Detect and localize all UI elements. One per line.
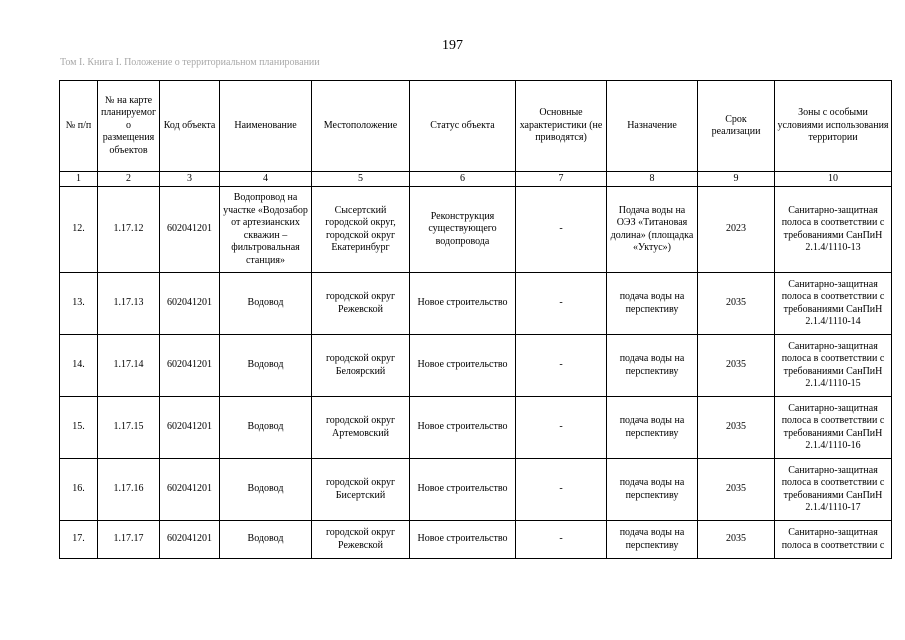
column-number: 8 — [607, 172, 698, 187]
special-zones: Санитарно-защитная полоса в соответствии с требованиями СанПиН 2.1.4/1110-15 — [775, 335, 892, 397]
object-status: Новое строительство — [410, 521, 516, 559]
special-zones: Санитарно-защитная полоса в соответствии с требованиями СанПиН 2.1.4/1110-13 — [775, 187, 892, 273]
object-code: 602041201 — [160, 521, 220, 559]
map-number: 1.17.14 — [98, 335, 160, 397]
object-status: Новое строительство — [410, 335, 516, 397]
column-number: 2 — [98, 172, 160, 187]
object-characteristics: - — [516, 273, 607, 335]
column-number-row — [60, 172, 892, 187]
column-number: 6 — [410, 172, 516, 187]
row-number: 15. — [60, 397, 98, 459]
implementation-term: 2035 — [698, 335, 775, 397]
table-row — [60, 459, 892, 521]
object-purpose: подача воды на перспективу — [607, 273, 698, 335]
object-characteristics: - — [516, 397, 607, 459]
object-purpose: подача воды на перспективу — [607, 459, 698, 521]
header-characteristics: Основные характеристики (не приводятся) — [516, 81, 607, 172]
page-number: 197 — [442, 38, 463, 53]
header-term: Срок реализации — [698, 81, 775, 172]
implementation-term: 2023 — [698, 187, 775, 273]
row-number: 16. — [60, 459, 98, 521]
table-row — [60, 187, 892, 273]
object-purpose: подача воды на перспективу — [607, 397, 698, 459]
header-location: Местоположение — [312, 81, 410, 172]
object-purpose: подача воды на перспективу — [607, 521, 698, 559]
table-row — [60, 273, 892, 335]
column-number: 1 — [60, 172, 98, 187]
object-status: Новое строительство — [410, 273, 516, 335]
object-code: 602041201 — [160, 397, 220, 459]
header-name: Наименование — [220, 81, 312, 172]
row-number: 14. — [60, 335, 98, 397]
column-number: 3 — [160, 172, 220, 187]
object-characteristics: - — [516, 459, 607, 521]
object-name: Водовод — [220, 397, 312, 459]
implementation-term: 2035 — [698, 397, 775, 459]
object-location: городской округ Артемовский — [312, 397, 410, 459]
special-zones: Санитарно-защитная полоса в соответствии с требованиями СанПиН 2.1.4/1110-17 — [775, 459, 892, 521]
map-number: 1.17.16 — [98, 459, 160, 521]
object-location: Сысертский городской округ, городской округ Екатеринбург — [312, 187, 410, 273]
objects-table — [59, 80, 892, 559]
object-name: Водопровод на участке «Водозабор от артезианских скважин – фильтровальная станция» — [220, 187, 312, 273]
object-name: Водовод — [220, 521, 312, 559]
object-characteristics: - — [516, 187, 607, 273]
object-status: Реконструкция существующего водопровода — [410, 187, 516, 273]
row-number: 13. — [60, 273, 98, 335]
column-number: 10 — [775, 172, 892, 187]
row-number: 17. — [60, 521, 98, 559]
table-row — [60, 521, 892, 559]
header-map-number: № на карте планируемого размещения объектов — [98, 81, 160, 172]
object-location: городской округ Режевской — [312, 273, 410, 335]
special-zones: Санитарно-защитная полоса в соответствии с требованиями СанПиН 2.1.4/1110-14 — [775, 273, 892, 335]
object-location: городской округ Белоярский — [312, 335, 410, 397]
object-code: 602041201 — [160, 187, 220, 273]
header-zones: Зоны с особыми условиями использования территории — [775, 81, 892, 172]
map-number: 1.17.15 — [98, 397, 160, 459]
object-location: городской округ Бисертский — [312, 459, 410, 521]
table-row — [60, 397, 892, 459]
object-purpose: Подача воды на ОЭЗ «Титановая долина» (площадка «Уктус») — [607, 187, 698, 273]
table-header-row — [60, 81, 892, 172]
object-code: 602041201 — [160, 335, 220, 397]
object-name: Водовод — [220, 335, 312, 397]
object-status: Новое строительство — [410, 459, 516, 521]
object-purpose: подача воды на перспективу — [607, 335, 698, 397]
map-number: 1.17.17 — [98, 521, 160, 559]
implementation-term: 2035 — [698, 459, 775, 521]
object-characteristics: - — [516, 521, 607, 559]
object-name: Водовод — [220, 273, 312, 335]
header-status: Статус объекта — [410, 81, 516, 172]
map-number: 1.17.12 — [98, 187, 160, 273]
header-object-code: Код объекта — [160, 81, 220, 172]
header-number: № п/п — [60, 81, 98, 172]
object-status: Новое строительство — [410, 397, 516, 459]
object-location: городской округ Режевской — [312, 521, 410, 559]
implementation-term: 2035 — [698, 273, 775, 335]
row-number: 12. — [60, 187, 98, 273]
implementation-term: 2035 — [698, 521, 775, 559]
special-zones: Санитарно-защитная полоса в соответствии с требованиями СанПиН 2.1.4/1110-16 — [775, 397, 892, 459]
object-code: 602041201 — [160, 459, 220, 521]
object-code: 602041201 — [160, 273, 220, 335]
object-characteristics: - — [516, 335, 607, 397]
column-number: 5 — [312, 172, 410, 187]
map-number: 1.17.13 — [98, 273, 160, 335]
table-row — [60, 335, 892, 397]
column-number: 4 — [220, 172, 312, 187]
column-number: 9 — [698, 172, 775, 187]
special-zones: Санитарно-защитная полоса в соответствии с — [775, 521, 892, 559]
document-header: Том I. Книга I. Положение о территориальном планировании — [60, 57, 320, 68]
column-number: 7 — [516, 172, 607, 187]
object-name: Водовод — [220, 459, 312, 521]
header-purpose: Назначение — [607, 81, 698, 172]
